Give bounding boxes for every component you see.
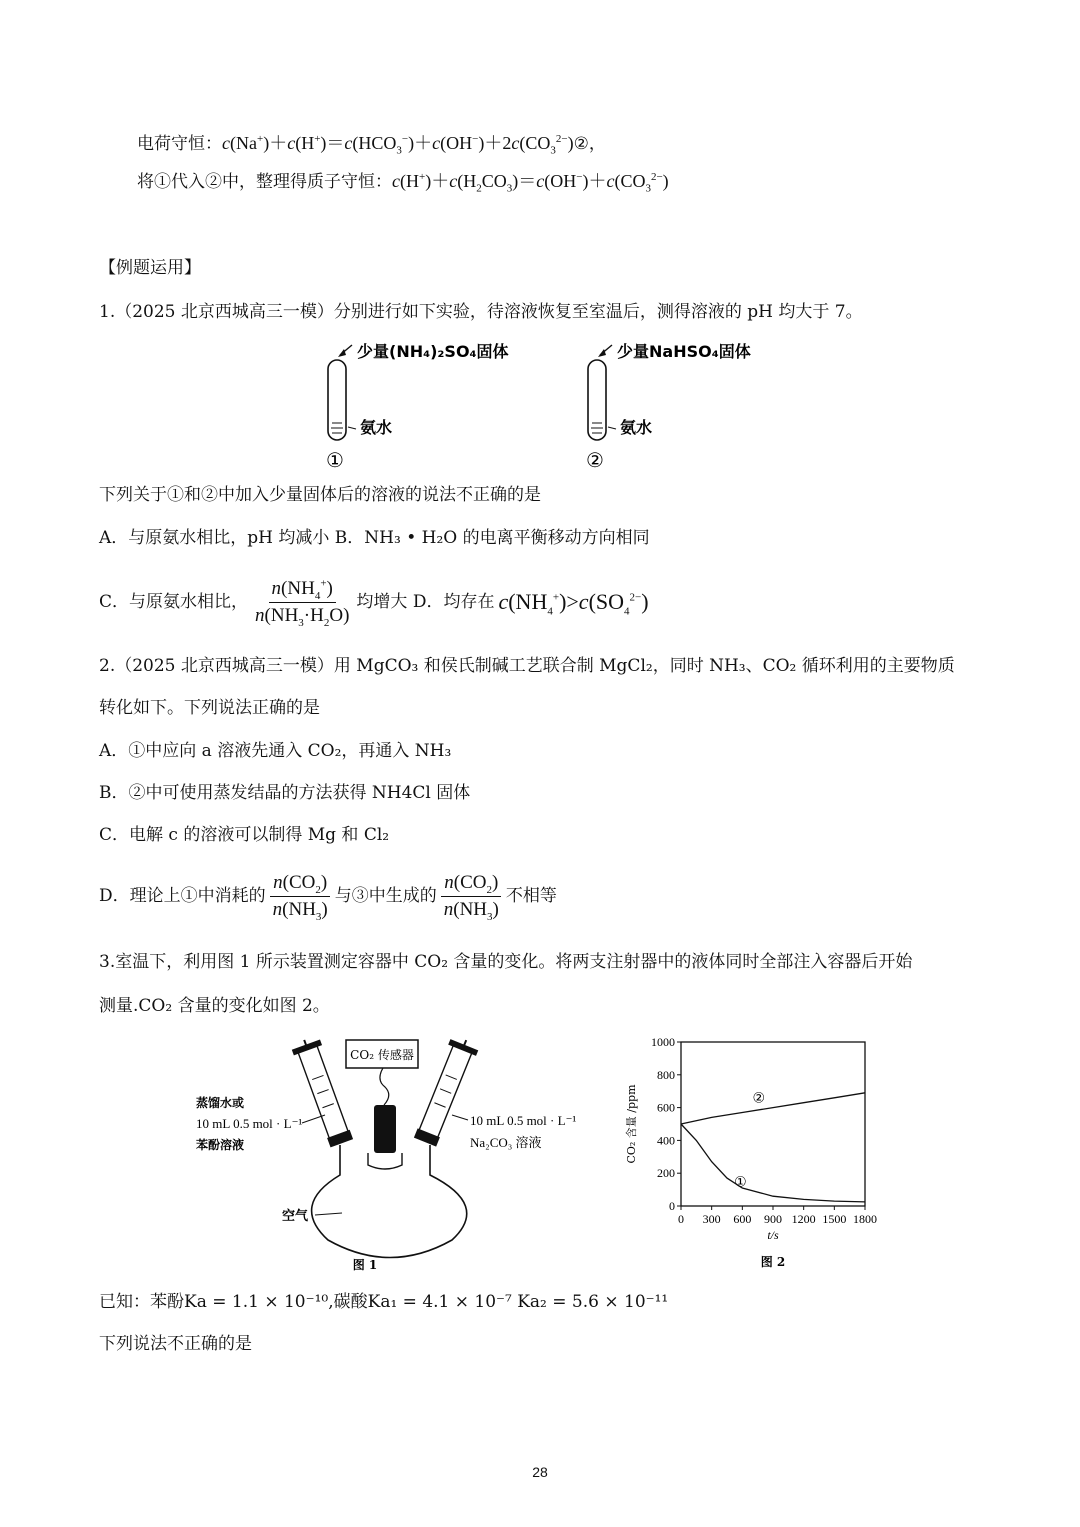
q1-option-a-b: A．与原氨水相比，pH 均减小 B．NH₃ • H₂O 的电离平衡移动方向相同 — [99, 528, 650, 548]
tube2-liquid: 氨水 — [620, 418, 653, 437]
left-label-3: 苯酚溶液 — [196, 1138, 245, 1152]
y-tick-label: 400 — [657, 1133, 675, 1148]
right-syringe — [411, 1034, 480, 1147]
left-label-2: 10 mL 0.5 mol · L⁻¹ — [196, 1116, 303, 1131]
y-tick-label: 800 — [657, 1067, 675, 1082]
test-tube-2 — [588, 345, 616, 440]
q2-stem-2: 转化如下。下列说法正确的是 — [99, 698, 320, 718]
test-tube-1 — [328, 345, 356, 440]
q3-known: 已知：苯酚Ka = 1.1 × 10⁻¹⁰,碳酸Ka₁ = 4.1 × 10⁻⁷ Ka₂ = 5.6 × 10⁻¹¹ — [99, 1292, 669, 1312]
co2-chart — [615, 1030, 905, 1275]
fraction-nh4-over-nh3h2o: $\frac{n(NH_4^+)}{n(NH_3\cdot H_2O)}$ — [255, 577, 350, 629]
proton-conservation: 将①代入②中，整理得质子守恒：$c(H^+)+c(H_2CO_3)=c(OH^-)+c(CO_3^{2-})$ — [137, 171, 669, 195]
q2-option-c: C．电解 c 的溶液可以制得 Mg 和 Cl₂ — [99, 825, 390, 845]
x-tick-label: 1800 — [853, 1212, 877, 1226]
tube2-label: 少量NaHSO₄固体 — [617, 342, 751, 361]
three-neck-flask — [312, 1145, 467, 1258]
x-axis-label: t/s — [767, 1228, 779, 1242]
test-tube-figure — [320, 335, 780, 475]
x-tick-label: 0 — [678, 1212, 684, 1226]
section-title: 【例题运用】 — [99, 258, 201, 278]
series-line-1 — [681, 1090, 865, 1124]
q2-stem-1: 2.（2025 北京西城高三一模）用 MgCO₃ 和侯氏制碱工艺联合制 MgCl₂，同时 NH₃、CO₂ 循环利用的主要物质 — [99, 656, 955, 676]
right-label-2: Na₂CO₃ 溶液 — [470, 1135, 542, 1150]
q2-option-b: B．②中可使用蒸发结晶的方法获得 NH4Cl 固体 — [99, 783, 471, 803]
series-line-2 — [681, 1124, 865, 1202]
q1-question: 下列关于①和②中加入少量固体后的溶液的说法不正确的是 — [99, 485, 541, 505]
y-axis-label: CO₂ 含量 /ppm — [625, 1084, 638, 1164]
q1-stem: 1.（2025 北京西城高三一模）分别进行如下实验，待溶液恢复至室温后，测得溶液的 pH 均大于 7。 — [99, 302, 863, 322]
x-tick-label: 300 — [702, 1212, 721, 1226]
q1-option-c-d: C．与原氨水相比， $\frac{n(NH_4^+)}{n(NH_3\cdot H_2O)}$ 均增大 D．均存在 $c(NH_4^+)>c(SO_4^{2-})$ — [99, 577, 649, 629]
right-label-1: 10 mL 0.5 mol · L⁻¹ — [470, 1113, 577, 1128]
x-tick-label: 900 — [764, 1212, 782, 1226]
x-tick-label: 1200 — [791, 1212, 816, 1226]
y-tick-label: 600 — [657, 1100, 675, 1115]
stopper — [374, 1105, 396, 1153]
sensor-label: CO₂ 传感器 — [350, 1048, 414, 1062]
page-number: 28 — [532, 1464, 548, 1480]
left-label-1: 蒸馏水或 — [196, 1096, 245, 1110]
y-tick-label: 1000 — [651, 1035, 675, 1049]
series-2-label: ② — [752, 1090, 766, 1107]
fig1-caption: 图 1 — [352, 1258, 378, 1272]
y-tick-label: 0 — [669, 1199, 675, 1213]
series-1-label: ① — [734, 1174, 747, 1191]
tube1-number: ① — [326, 448, 344, 472]
q2-option-a: A．①中应向 a 溶液先通入 CO₂，再通入 NH₃ — [99, 741, 452, 761]
tube1-liquid: 氨水 — [360, 418, 393, 437]
fraction-co2-over-nh3-1: $\frac{n(CO_2)}{n(NH_3)}$ — [270, 872, 331, 921]
q2-option-d: D．理论上①中消耗的 $\frac{n(CO_2)}{n(NH_3)}$ 与③中生成的 $\frac{n(CO_2)}{n(NH_3)}$ 不相等 — [99, 871, 557, 923]
tube2-number: ② — [586, 448, 604, 472]
charge-conservation: 电荷守恒：$c(Na^+)+c(H^+)=c(HCO_3^-)+c(OH^-)+2c(CO_3^{2-})②$， — [137, 133, 606, 157]
tube1-label: 少量(NH₄)₂SO₄固体 — [357, 342, 509, 361]
x-tick-label: 600 — [733, 1212, 752, 1226]
air-label: 空气 — [282, 1209, 309, 1224]
q3-stem-1: 3.室温下，利用图 1 所示装置测定容器中 CO₂ 含量的变化。将两支注射器中的液体同时全部注入容器后开始 — [99, 952, 913, 972]
apparatus-figure — [190, 1035, 577, 1275]
fraction-co2-over-nh3-2: $\frac{n(CO_2)}{n(NH_3)}$ — [441, 872, 502, 921]
plot-frame — [681, 1042, 865, 1206]
fig2-caption: 图 2 — [760, 1255, 786, 1269]
q3-question: 下列说法不正确的是 — [99, 1334, 252, 1354]
y-tick-label: 200 — [657, 1166, 675, 1181]
x-tick-label: 1500 — [822, 1212, 847, 1226]
q3-stem-2: 测量.CO₂ 含量的变化如图 2。 — [99, 996, 330, 1016]
